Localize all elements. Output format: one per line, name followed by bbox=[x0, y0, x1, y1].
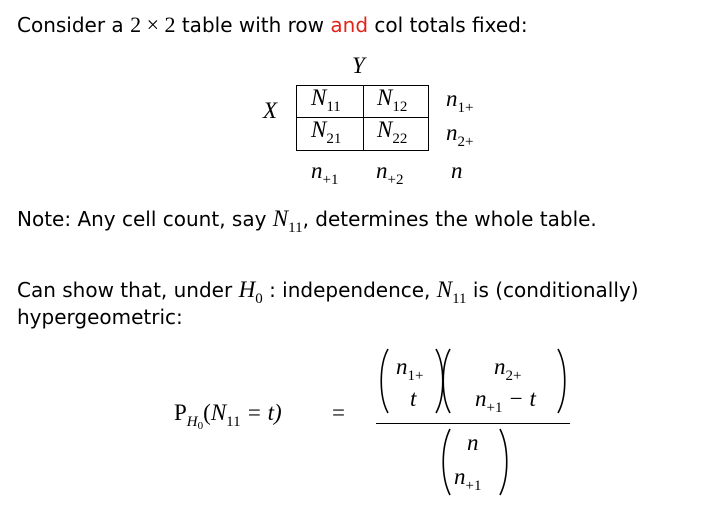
claim-line-2: hypergeometric: bbox=[17, 305, 183, 329]
grand-total: n bbox=[451, 158, 463, 183]
binom1-left-paren bbox=[381, 349, 388, 413]
intro-text-after: col totals fixed: bbox=[374, 13, 528, 37]
denom-right-paren bbox=[500, 429, 507, 495]
binom2-left-paren bbox=[443, 349, 450, 413]
claim-text-after: is (conditionally) bbox=[472, 278, 639, 302]
cell-n21: $N_{21}$ bbox=[311, 117, 342, 147]
col-total-1: $n_{+1}$ bbox=[311, 158, 339, 188]
cell-n22: $N_{22}$ bbox=[377, 117, 408, 147]
contingency-table bbox=[296, 85, 429, 151]
denom-top: n bbox=[467, 430, 479, 455]
col-variable-label: Y bbox=[352, 53, 365, 78]
fraction-bar bbox=[376, 423, 570, 424]
cell-n12: $N_{12}$ bbox=[377, 85, 408, 115]
col-total-2: $n_{+2}$ bbox=[376, 158, 404, 188]
binom2-top: $n_{2+}$ bbox=[494, 354, 522, 384]
denom-bottom: $n_{+1}$ bbox=[454, 464, 482, 494]
claim-line-1 bbox=[17, 277, 639, 308]
binom1-bottom: t bbox=[410, 386, 417, 411]
row-total-2: $n_{2+}$ bbox=[446, 120, 474, 150]
binom1-top: $n_{1+}$ bbox=[396, 354, 424, 384]
binom2-bottom: $n_{+1} - t$ bbox=[475, 386, 536, 416]
intro-and-highlight: and bbox=[330, 13, 369, 37]
row-total-1: $n_{1+}$ bbox=[446, 86, 474, 116]
intro-dims: 2 × 2 bbox=[130, 12, 176, 37]
note-text-after: , determines the whole table. bbox=[302, 207, 597, 231]
claim-n11: $N_{11}$ bbox=[436, 277, 467, 307]
binom2-right-paren bbox=[558, 349, 565, 413]
intro-line bbox=[17, 12, 528, 38]
binom1-right-paren bbox=[436, 349, 443, 413]
formula-lhs: $P_{H0}(N_{11} = t)$ bbox=[174, 400, 282, 432]
table-col-divider bbox=[363, 86, 364, 150]
claim-h0: $H_0$ bbox=[238, 277, 263, 307]
formula-equals: = bbox=[332, 400, 345, 425]
intro-text-table: table with row bbox=[181, 13, 325, 37]
note-symbol: $N_{11}$ bbox=[272, 206, 303, 236]
note-text-before: Note: Any cell count, say bbox=[17, 207, 267, 231]
row-variable-label: X bbox=[263, 98, 278, 123]
intro-text-before: Consider a bbox=[17, 13, 124, 37]
cell-n11: $N_{11}$ bbox=[311, 85, 341, 115]
denom-left-paren bbox=[443, 429, 450, 495]
claim-text-before: Can show that, under bbox=[17, 278, 233, 302]
claim-independence: : independence, bbox=[269, 278, 431, 302]
note-line bbox=[17, 206, 597, 237]
